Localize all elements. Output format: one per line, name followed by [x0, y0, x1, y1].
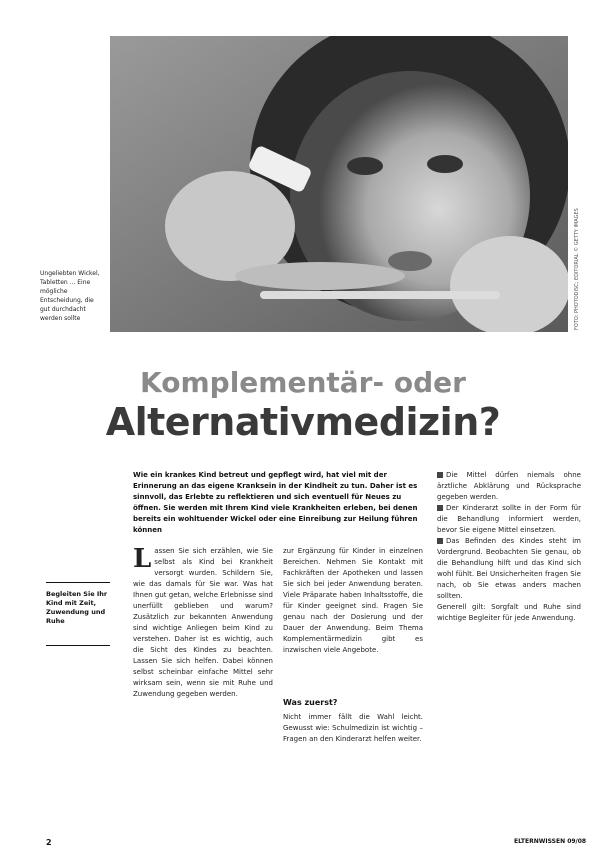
headline-line-2: Alternativmedizin?: [105, 400, 501, 444]
square-bullet-icon: [437, 505, 443, 511]
list-item: Die Mittel dürfen niemals ohne ärztliche Abklärung und Rücksprache gegeben werden.: [437, 471, 581, 501]
subheading: Was zuerst?: [283, 698, 338, 707]
photo-credit: FOTO: PHOTODISC; EDITORIAL © GETTY IMAGES: [574, 208, 580, 330]
hero-photo: [110, 36, 568, 332]
page-number: 2: [46, 838, 52, 847]
square-bullet-icon: [437, 472, 443, 478]
body-column-2: zur Ergänzung für Kinder in einzelnen Bereichen. Nehmen Sie Kontakt mit Fachkräften der Apotheken und lassen Sie sich bei jeder Anwendung beraten. Viele Präparate haben Inhaltsstoffe, die für Kinder geeignet sind. Fragen Sie genau nach der Dosierung und der Dauer der Anwendung. Beim Thema Komplementärmedizin gibt es inzwischen viele Angebote.: [283, 547, 423, 654]
drop-cap: L: [133, 544, 152, 574]
body-column-2-continued: Nicht immer fällt die Wahl leicht. Gewusst wie: Schulmedizin ist wichtig – Fragen an den Kinderarzt helfen weiter.: [283, 713, 423, 743]
column-3-tail: Generell gilt: Sorgfalt und Ruhe sind wichtige Begleiter für jede Anwendung.: [437, 603, 581, 622]
square-bullet-icon: [437, 538, 443, 544]
body-column-1: [133, 546, 273, 700]
body-column-3: [437, 470, 581, 624]
child-medicine-photo: [110, 36, 568, 332]
body-column-1-text: assen Sie sich erzählen, wie Sie selbst als Kind bei Krankheit versorgt wurden. Schildern Sie, wie das damals für Sie war. Was hat Ihnen gut getan, welche Erlebnisse sind unerfüllt geblieben und warum? Zusätzlich zur bekannten Anwendung sind wichtige Anliegen beim Kind zu verstehen. Daher ist es wichtig, auch die Sicht des Kindes zu beachten. Lassen Sie sich helfen. Dabei können selbst scheinbar einfache Mittel sehr wirksam sein, wenn sie mit Ruhe und Zuwendung gegeben werden.: [133, 547, 273, 698]
publication-name: ELTERNWISSEN 09/08: [514, 838, 587, 845]
lead-paragraph: Wie ein krankes Kind betreut und gepflegt wird, hat viel mit der Erinnerung an das eigene Kranksein in der Kindheit zu tun. Daher ist es sinnvoll, das Erlebte zu reflektieren und sich eventuell für Neues zu öffnen. Sie werden mit Ihrem Kind viele Krankheiten erleben, bei denen bereits ein wohltuender Wickel oder eine Einreibung zur Heilung führen können: [133, 471, 418, 534]
list-item: Das Befinden des Kindes steht im Vordergrund. Beobachten Sie genau, ob die Behandlung hilft und das Kind sich wohl fühlt. Bei Unsicherheiten fragen Sie nach, ob Sie etwas anders machen sollten.: [437, 537, 581, 600]
photo-caption: Ungeliebten Wickel, Tabletten ... Eine mögliche Entscheidung, die gut durchdacht werden sollte: [40, 270, 100, 322]
sidebox-rule-bottom: [46, 645, 110, 646]
list-item: Der Kinderarzt sollte in der Form für die Behandlung informiert werden, bevor Sie eigene Mittel einsetzen.: [437, 504, 581, 534]
sidebox-rule-top: [46, 582, 110, 583]
sidebox-quote: Begleiten Sie Ihr Kind mit Zeit, Zuwendung und Ruhe: [46, 590, 108, 625]
headline-line-1: Komplementär- oder: [140, 366, 466, 399]
